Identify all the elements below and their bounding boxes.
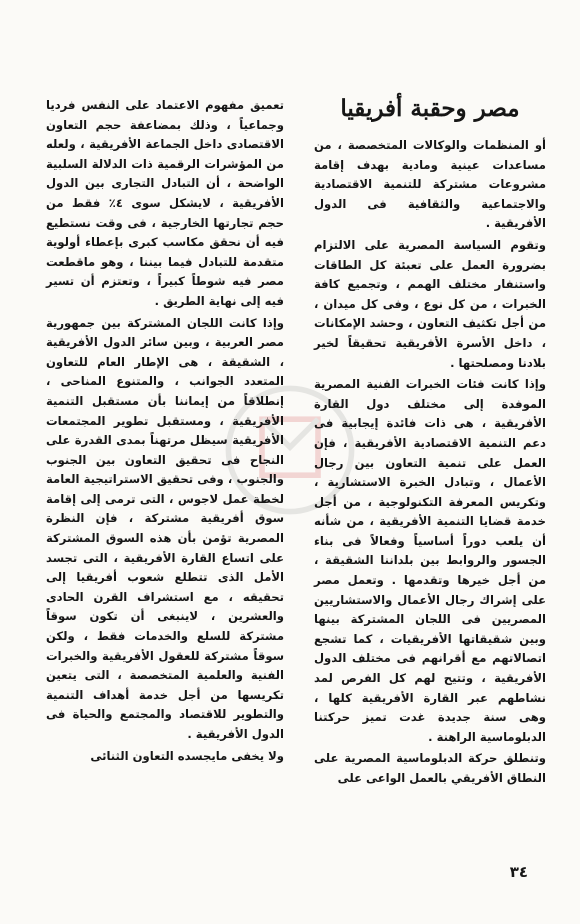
heading-box xyxy=(314,88,546,136)
paragraph: وإذا كانت اللجان المشتركة بين جمهورية مصر العربية ، وبين سائر الدول الأفريقية ، الشقيقة ، هى الإطار العام للتعاون المتعدد الجوانب ، والمتنوع المناحى ، إنطلاقاً من إيماننا بأن مستقبل التنمية الأفريقية ، ومستقبل تطوير المجتمعات الأفريقية سيظل مرتهناً بمدى القدرة على النجاح فى تحقيق التعاون بين الجنوب والجنوب ، وفى تحقيق الاستراتيجية العامة لخطة عمل لاجوس ، التى ترمى إلى إقامة سوق أفريقية مشتركة ، فإن النظرة المصرية تؤمن بأن هذه السوق المشتركة على اتساع القارة الأفريقية ، التى تجسد الأمل الذى تتطلع شعوب أفريقيا إلى تحقيقه ، مع استشراف القرن الحادى والعشرين ، لاينبغى أن تكون سوقاً مشتركة للسلع والخدمات فقط ، ولكن سوقاً مشتركة للعقول الأفريقية والخبرات الفنية والعلمية المتخصصة ، التى يتعين تكريسها من أجل خدمة أهداف التنمية والتطوير للاقتصاد والمجتمع والحياة فى الدول الأفريقية . xyxy=(46,315,284,741)
left-column xyxy=(46,96,284,768)
paragraph: أو المنظمات والوكالات المتخصصة ، من مساعدات عينية ومادية بهدف إقامة مشروعات مشتركة للتنمية الاقتصادية والاجتماعية والثقافية فى الدول الأفريقية . xyxy=(314,138,546,231)
right-column xyxy=(314,88,546,791)
page-number: ٣٤ xyxy=(509,863,528,881)
paragraph: تعميق مفهوم الاعتماد على النفس فرديا وجماعياً ، وذلك بمضاعفة حجم التعاون الاقتصادى داخل الجماعة الأفريقية ، ولعله من المؤشرات الرقمية ذات الدلالة السلبية الواضحة ، أن التبادل التجارى بين الدول الأفريقية ، لايشكل سوى ٤٪ فقط من حجم تجارتها الخارجية ، فى وقت نستطيع فيه أن نحقق مكاسب كبرى بإعطاء أولوية متقدمة للتبادل فيما بيننا ، وهو ماقطعت مصر فيه شوطاً كبيراً ، وتعتزم أن تسير فيه إلى نهاية الطريق . xyxy=(46,98,284,308)
paragraph: وإذا كانت فئات الخبرات الفنية المصرية الموفدة إلى مختلف دول القارة الأفريقية ، هى ذات فائدة إيجابية فى دعم التنمية الاقتصادية الأفريقية ، فإن العمل على تنمية التعاون بين رجال الأعمال ، وتبادل الخبرة الاستشارية ، وتكريس المعرفة التكنولوجية ، من أجل خدمة قضايا التنمية الأفريقية ، من شأنه أن يلعب دوراً أساسياً وفعالاً فى بناء الجسور والروابط بين بلداننا الشقيقة ، من أجل خيرها وتقدمها . وتعمل مصر على إشراك رجال الأعمال والاستشاريين المصريين فى اللجان المشتركة بينها وبين شقيقاتها الأفريقيات ، كما تشجع اتصالاتهم مع أقرانهم فى مختلف الدول الأفريقية ، وتتيح لهم كل الفرص لمد نشاطهم عبر القارة الأفريقية كلها ، وهى سنة جديدة غدت تميز حركتنا الدبلوماسية الراهنة . xyxy=(314,377,546,744)
paragraph: وتقوم السياسة المصرية على الالتزام بضرورة العمل على تعبئة كل الطاقات واستنفار مختلف الهمم ، وتجميع كافة الخبرات ، من كل نوع ، وفى كل ميدان ، من أجل تكثيف التعاون ، وحشد الإمكانات ، داخل الأسرة الأفريقية تحقيقاً لخير بلادنا ومصلحتها . xyxy=(314,237,546,370)
paragraph: وتنطلق حركة الدبلوماسية المصرية على النطاق الأفريقي بالعمل الواعى على xyxy=(314,751,546,785)
paragraph: ولا يخفى مايجسده التعاون الثنائى xyxy=(90,748,284,763)
article-heading: مصر وحقبة أفريقيا xyxy=(340,95,520,122)
